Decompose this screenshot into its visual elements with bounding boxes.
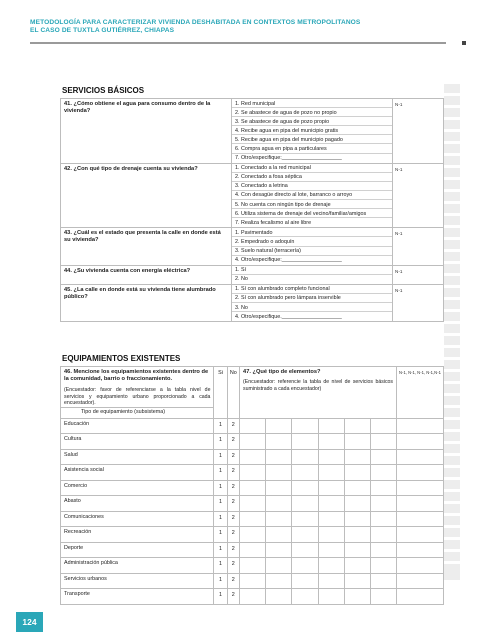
- strip-tick: [444, 441, 460, 444]
- question-text: 44. ¿Su vivienda cuenta con energía eléctrica?: [61, 265, 232, 284]
- section-title-equipamientos: EQUIPAMIENTOS EXISTENTES: [62, 354, 181, 363]
- option-item: 4. Otro/especifique.____________________: [235, 313, 342, 320]
- option-item: 2. Se abastece de agua de pozo no propio: [232, 108, 392, 117]
- q46-cell: [61, 367, 214, 408]
- equipment-label: Abasto: [61, 496, 214, 512]
- element-entry-cell[interactable]: [292, 434, 318, 450]
- element-entry-cell[interactable]: [370, 589, 396, 605]
- question-row: [61, 99, 444, 164]
- strip-tick: [444, 357, 460, 360]
- equipment-label: Salud: [61, 449, 214, 465]
- element-entry-cell[interactable]: [292, 558, 318, 574]
- option-item: 2. Sí con alumbrado pero lámpara inservible: [232, 294, 392, 303]
- element-entry-cell[interactable]: [240, 434, 266, 450]
- options-cell: [232, 265, 393, 284]
- equipment-row: [61, 434, 444, 450]
- strip-tick: [444, 405, 460, 408]
- question-code: N-1: [393, 284, 444, 321]
- code-cell: [397, 558, 444, 574]
- element-entry-cell[interactable]: [292, 527, 318, 543]
- no-code[interactable]: 2: [227, 511, 239, 527]
- equipment-row: [61, 511, 444, 527]
- equipment-row: [61, 449, 444, 465]
- si-code[interactable]: 1: [214, 496, 227, 512]
- element-entry-cell[interactable]: [370, 527, 396, 543]
- element-entry-cell[interactable]: [318, 573, 344, 589]
- strip-tick: [444, 369, 460, 372]
- strip-tick: [444, 321, 460, 324]
- strip-tick: [444, 285, 460, 288]
- no-code[interactable]: 2: [227, 418, 239, 434]
- option-item: 1. Sí con alumbrado completo funcional: [232, 285, 392, 294]
- element-entry-cell[interactable]: [266, 527, 292, 543]
- q47-cell: [240, 367, 397, 419]
- equipment-label: Recreación: [61, 527, 214, 543]
- element-entry-cell[interactable]: [240, 496, 266, 512]
- element-entry-cell[interactable]: [266, 480, 292, 496]
- q46-note: (Encuestador: favor de referenciarse a la tabla nivel de servicios y equipamiento urbano proporcionado a cada encuestador).: [64, 387, 211, 407]
- question-text: 42. ¿Con qué tipo de drenaje cuenta su vivienda?: [61, 163, 232, 228]
- option-item: 1. Sí: [232, 266, 392, 275]
- strip-tick: [444, 297, 460, 300]
- option-item: 7. Otro/especifique:____________________: [235, 155, 342, 162]
- header-marker: [462, 41, 466, 45]
- header-line-2: EL CASO DE TUXTLA GUTIÉRREZ, CHIAPAS: [30, 27, 175, 34]
- element-entry-cell[interactable]: [318, 434, 344, 450]
- strip-tick: [444, 525, 460, 528]
- equipment-row: [61, 573, 444, 589]
- element-entry-cell[interactable]: [292, 573, 318, 589]
- element-entry-cell[interactable]: [344, 465, 370, 481]
- strip-tick: [444, 465, 460, 468]
- element-entry-cell[interactable]: [292, 589, 318, 605]
- option-item: 4. Recibe agua en pipa del municipio gratis: [232, 126, 392, 135]
- q46-text: 46. Mencione los equipamientos existentes dentro de la comunidad, barrio o fraccionamiento.: [64, 369, 209, 382]
- element-entry-cell[interactable]: [240, 589, 266, 605]
- code-cell: [397, 573, 444, 589]
- element-entry-cell[interactable]: [292, 418, 318, 434]
- code-cell: [397, 449, 444, 465]
- option-item: 2. Empedrado o adoquín: [232, 237, 392, 246]
- strip-tick: [444, 213, 460, 216]
- equipment-row: [61, 465, 444, 481]
- option-item: 7. Realiza fecalismo al aire libre: [235, 219, 312, 226]
- options-cell: [232, 99, 393, 164]
- question-code: N-1: [393, 228, 444, 265]
- element-entry-cell[interactable]: [240, 418, 266, 434]
- element-entry-cell[interactable]: [370, 418, 396, 434]
- element-entry-cell[interactable]: [370, 542, 396, 558]
- strip-tick: [444, 393, 460, 396]
- option-item: 3. Se abastece de agua de pozo propio: [232, 117, 392, 126]
- equipment-label: Asistencia social: [61, 465, 214, 481]
- question-text: 45. ¿La calle en donde está su vivienda tiene alumbrado público?: [61, 284, 232, 321]
- element-entry-cell[interactable]: [344, 418, 370, 434]
- no-code[interactable]: 2: [227, 465, 239, 481]
- strip-tick: [444, 129, 460, 132]
- equipment-label: Transporte: [61, 589, 214, 605]
- element-entry-cell[interactable]: [266, 434, 292, 450]
- si-code[interactable]: 1: [214, 434, 227, 450]
- code-cell: [397, 465, 444, 481]
- element-entry-cell[interactable]: [266, 418, 292, 434]
- question-row: [61, 163, 444, 228]
- q47-text: 47. ¿Qué tipo de elementos?: [243, 369, 321, 375]
- element-entry-cell[interactable]: [318, 527, 344, 543]
- equipment-row: [61, 589, 444, 605]
- option-item: 3. Suelo natural (terracería): [232, 247, 392, 256]
- section-title-servicios: SERVICIOS BÁSICOS: [62, 86, 145, 95]
- strip-tick: [444, 489, 460, 492]
- subsystem-header: Tipo de equipamiento (subsistema): [61, 407, 214, 418]
- options-cell: [232, 163, 393, 228]
- strip-tick: [444, 237, 460, 240]
- no-code[interactable]: 2: [227, 527, 239, 543]
- question-text: 41. ¿Cómo obtiene el agua para consumo dentro de la vivienda?: [61, 99, 232, 164]
- header-rule: [30, 42, 446, 44]
- option-item: 3. No: [232, 303, 392, 312]
- no-code[interactable]: 2: [227, 542, 239, 558]
- option-item: 4. Otro/especifique:____________________: [235, 257, 342, 264]
- element-entry-cell[interactable]: [344, 434, 370, 450]
- element-entry-cell[interactable]: [370, 511, 396, 527]
- question-row: [61, 228, 444, 265]
- element-entry-cell[interactable]: [240, 542, 266, 558]
- strip-tick: [444, 309, 460, 312]
- question-row: [61, 284, 444, 321]
- code-cell: [397, 589, 444, 605]
- element-entry-cell[interactable]: [344, 542, 370, 558]
- strip-tick: [444, 117, 460, 120]
- question-text: 43. ¿Cuál es el estado que presenta la calle en donde está su vivienda?: [61, 228, 232, 265]
- element-entry-cell[interactable]: [266, 542, 292, 558]
- equipment-label: Cultura: [61, 434, 214, 450]
- element-entry-cell[interactable]: [318, 418, 344, 434]
- element-entry-cell[interactable]: [240, 558, 266, 574]
- si-code[interactable]: 1: [214, 449, 227, 465]
- equipment-label: Administración pública: [61, 558, 214, 574]
- no-code[interactable]: 2: [227, 496, 239, 512]
- equipment-label: Servicios urbanos: [61, 573, 214, 589]
- element-entry-cell[interactable]: [292, 449, 318, 465]
- equipment-label: Educación: [61, 418, 214, 434]
- question-code: N-1: [393, 163, 444, 228]
- element-entry-cell[interactable]: [370, 480, 396, 496]
- element-entry-cell[interactable]: [370, 496, 396, 512]
- strip-tick: [444, 93, 460, 96]
- question-code: N-1: [393, 265, 444, 284]
- no-code[interactable]: 2: [227, 589, 239, 605]
- element-entry-cell[interactable]: [344, 573, 370, 589]
- element-entry-cell[interactable]: [266, 465, 292, 481]
- element-entry-cell[interactable]: [344, 480, 370, 496]
- si-code[interactable]: 1: [214, 480, 227, 496]
- element-entry-cell[interactable]: [240, 465, 266, 481]
- si-code[interactable]: 1: [214, 573, 227, 589]
- element-entry-cell[interactable]: [318, 589, 344, 605]
- equipment-table: [60, 366, 444, 605]
- option-item: 2. Conectado a fosa séptica: [232, 173, 392, 182]
- element-entry-cell[interactable]: [318, 558, 344, 574]
- strip-tick: [444, 345, 460, 348]
- element-entry-cell[interactable]: [344, 511, 370, 527]
- option-item: 6. Utiliza sistema de drenaje del vecino/familiar/amigos: [232, 209, 392, 218]
- option-item: 3. Conectado a letrina: [232, 182, 392, 191]
- option-item: 2. No: [235, 276, 248, 283]
- element-entry-cell[interactable]: [344, 496, 370, 512]
- element-entry-cell[interactable]: [240, 573, 266, 589]
- si-code[interactable]: 1: [214, 558, 227, 574]
- code-cell: [397, 480, 444, 496]
- no-code[interactable]: 2: [227, 558, 239, 574]
- code-cell: [397, 418, 444, 434]
- option-item: 5. Recibe agua en pipa del municipio pagado: [232, 135, 392, 144]
- option-item: 1. Conectado a la red municipal: [232, 164, 392, 173]
- element-entry-cell[interactable]: [318, 480, 344, 496]
- equipment-label: Comercio: [61, 480, 214, 496]
- element-entry-cell[interactable]: [292, 465, 318, 481]
- element-entry-cell[interactable]: [370, 558, 396, 574]
- option-item: 1. Red municipal: [232, 99, 392, 108]
- equipment-row: [61, 418, 444, 434]
- strip-tick: [444, 549, 460, 552]
- si-code[interactable]: 1: [214, 527, 227, 543]
- si-code[interactable]: 1: [214, 465, 227, 481]
- strip-tick: [444, 537, 460, 540]
- equipment-row: [61, 542, 444, 558]
- element-entry-cell[interactable]: [292, 542, 318, 558]
- header-line-1: METODOLOGÍA PARA CARACTERIZAR VIVIENDA DESHABITADA EN CONTEXTOS METROPOLITANOS: [30, 19, 361, 26]
- no-code[interactable]: 2: [227, 480, 239, 496]
- strip-tick: [444, 429, 460, 432]
- element-entry-cell[interactable]: [318, 449, 344, 465]
- equipment-label: Deporte: [61, 542, 214, 558]
- element-entry-cell[interactable]: [292, 480, 318, 496]
- strip-tick: [444, 105, 460, 108]
- element-entry-cell[interactable]: [292, 511, 318, 527]
- strip-tick: [444, 381, 460, 384]
- strip-tick: [444, 225, 460, 228]
- option-item: 1. Pavimentado: [232, 228, 392, 237]
- page-number: 124: [22, 617, 37, 627]
- strip-tick: [444, 477, 460, 480]
- equipment-row: [61, 480, 444, 496]
- element-entry-cell[interactable]: [318, 496, 344, 512]
- equipment-row: [61, 496, 444, 512]
- element-entry-cell[interactable]: [318, 542, 344, 558]
- element-entry-cell[interactable]: [266, 511, 292, 527]
- strip-tick: [444, 561, 460, 564]
- element-entry-cell[interactable]: [370, 449, 396, 465]
- element-entry-cell[interactable]: [344, 449, 370, 465]
- strip-tick: [444, 153, 460, 156]
- code-cell: [397, 496, 444, 512]
- services-question-table: [60, 98, 444, 322]
- element-entry-cell[interactable]: [240, 449, 266, 465]
- q47-note: (Encuestador: referencie la tabla de nivel de servicios básicos suministrado a cada encuestador): [243, 379, 394, 392]
- si-code[interactable]: 1: [214, 511, 227, 527]
- si-header: Si: [214, 367, 227, 419]
- element-entry-cell[interactable]: [240, 480, 266, 496]
- q47-code: N-1, N-1, N-1, N-1,N-1: [397, 367, 444, 419]
- strip-tick: [444, 333, 460, 336]
- strip-tick: [444, 261, 460, 264]
- element-entry-cell[interactable]: [266, 558, 292, 574]
- element-entry-cell[interactable]: [266, 573, 292, 589]
- element-entry-cell[interactable]: [266, 496, 292, 512]
- element-entry-cell[interactable]: [370, 465, 396, 481]
- question-row: [61, 265, 444, 284]
- no-code[interactable]: 2: [227, 573, 239, 589]
- element-entry-cell[interactable]: [344, 589, 370, 605]
- margin-strip: [444, 84, 460, 580]
- strip-tick: [444, 453, 460, 456]
- option-item: 6. Compra agua en pipa a particulares: [232, 144, 392, 153]
- strip-tick: [444, 249, 460, 252]
- strip-tick: [444, 417, 460, 420]
- element-entry-cell[interactable]: [240, 527, 266, 543]
- strip-tick: [444, 501, 460, 504]
- no-code[interactable]: 2: [227, 434, 239, 450]
- question-code: N-1: [393, 99, 444, 164]
- si-code[interactable]: 1: [214, 589, 227, 605]
- strip-tick: [444, 513, 460, 516]
- element-entry-cell[interactable]: [370, 434, 396, 450]
- running-header: [30, 19, 360, 35]
- element-entry-cell[interactable]: [266, 449, 292, 465]
- element-entry-cell[interactable]: [318, 511, 344, 527]
- strip-tick: [444, 273, 460, 276]
- strip-tick: [444, 189, 460, 192]
- strip-tick: [444, 165, 460, 168]
- no-code[interactable]: 2: [227, 449, 239, 465]
- element-entry-cell[interactable]: [344, 558, 370, 574]
- code-cell: [397, 511, 444, 527]
- equipment-row: [61, 558, 444, 574]
- code-cell: [397, 542, 444, 558]
- element-entry-cell[interactable]: [266, 589, 292, 605]
- options-cell: [232, 228, 393, 265]
- strip-tick: [444, 201, 460, 204]
- element-entry-cell[interactable]: [318, 465, 344, 481]
- no-header: No: [227, 367, 239, 419]
- equipment-row: [61, 527, 444, 543]
- code-cell: [397, 434, 444, 450]
- element-entry-cell[interactable]: [292, 496, 318, 512]
- element-entry-cell[interactable]: [370, 573, 396, 589]
- element-entry-cell[interactable]: [240, 511, 266, 527]
- si-code[interactable]: 1: [214, 542, 227, 558]
- strip-tick: [444, 141, 460, 144]
- option-item: 5. No cuenta con ningún tipo de drenaje: [232, 200, 392, 209]
- equipment-label: Comunicaciones: [61, 511, 214, 527]
- element-entry-cell[interactable]: [344, 527, 370, 543]
- strip-tick: [444, 177, 460, 180]
- option-item: 4. Con desagüe directo al lote, barranco o arroyo: [232, 191, 392, 200]
- options-cell: [232, 284, 393, 321]
- code-cell: [397, 527, 444, 543]
- si-code[interactable]: 1: [214, 418, 227, 434]
